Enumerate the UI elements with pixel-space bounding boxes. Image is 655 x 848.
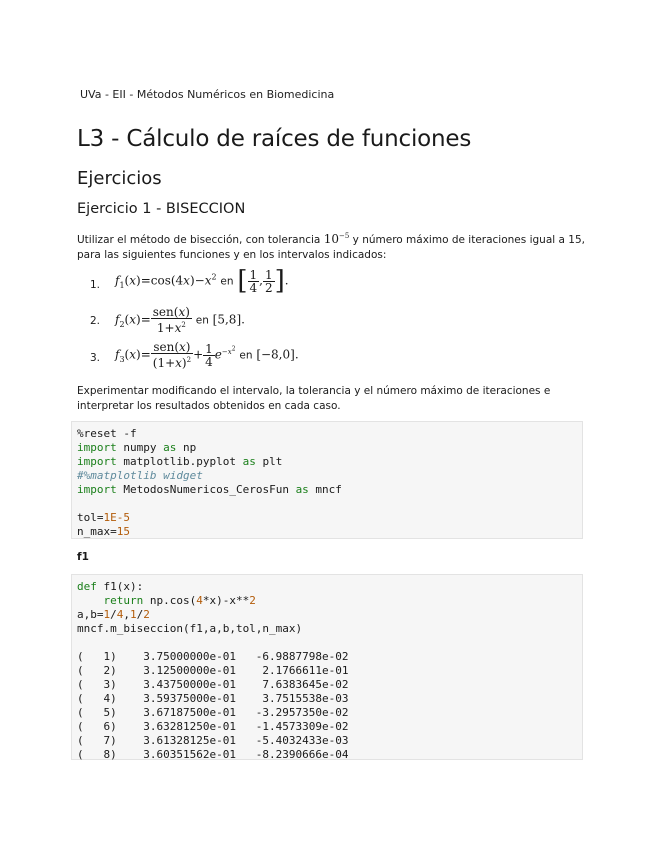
code-cell-f1[interactable] (71, 574, 583, 760)
output-line: ( 1) 3.75000000e-01 -6.9887798e-02 (77, 650, 349, 663)
output-line: ( 7) 3.61328125e-01 -5.4032433e-03 (77, 734, 349, 747)
tolerance-value: $10^{-5}$ (323, 232, 350, 246)
code-line (77, 497, 577, 511)
code-line: mncf.m_biseccion(f1,a,b,tol,n_max) (77, 622, 303, 635)
section-heading: Ejercicios (77, 168, 162, 189)
output-line: ( 2) 3.12500000e-01 2.1766611e-01 (77, 664, 349, 677)
intro-paragraph: Utilizar el método de bisección, con tolerancia $10^{-5}$ y número máximo de iteraciones igual a 15, para las siguientes funciones y en los intervalos indicados: (77, 232, 585, 261)
code-line: def f1(x): (77, 580, 144, 593)
code-line: return np.cos(4*x)-x**2 (103, 594, 256, 607)
code-cell-setup[interactable] (71, 421, 583, 539)
output-line: ( 3) 3.43750000e-01 7.6383645e-02 (77, 678, 349, 691)
output-line: ( 6) 3.63281250e-01 -1.4573309e-02 (77, 720, 349, 733)
notebook-page: UVa - EII - Métodos Numéricos en Biomedicina L3 - Cálculo de raíces de funciones Ejercicios Ejercicio 1 - BISECCION Utilizar el método de bisección, con tolerancia $10^{-5}$ y número máximo de iteraciones igual a 15, para las siguientes funciones y en los intervalos indicados: 1. $f_1(x)=\cos(4x)-x^2$ en [ $\frac{1}{4}$ , $\frac{1}{2}$ ]. 2. $f_2(x)=$ $\frac{\text{sen(x)}}{1+x^2}$ en [5,8]. 3. $f_3(x)=$ $\frac{\text{sen(x)}}{(1+x)^2}$ + $\frac{1}{4}$ $e^{-x^2}$ en [−8,0]. Experimentar modificando el intervalo, la tolerancia y el número máximo de iteraciones e interpretar los resultados obtenidos en cada caso. %reset -f import numpy as np import matplotlib.pyplot as plt #%matplotlib widget import MetodosNumericos_CerosFun as mncf tol=1E-5 n_max=15 f1 def f1(x): return np.cos(4*x)-x**2 a,b=1/4,1/2 mncf.m_biseccion(f1,a,b,tol,n_max) ( 1) 3.75000000e-01 -6.9887798e-02 ( 2) 3.12500000e-01 2.1766611e-01 ( 3) 3.43750000e-01 7.6383645e-02 ( 4) 3.59375000e-01 3.7515538e-03 ( 5) 3.67187500e-01 -3.2957350e-02 ( 6) 3.63281250e-01 -1.4573309e-02 ( 7) 3.61328125e-01 -5.4032433e-03 ( 8) 3.60351562e-01 -8.2390666e-04 (0, 0, 655, 848)
code-line: import MetodosNumericos_CerosFun as mncf (77, 483, 342, 496)
code-line: n_max=15 (77, 525, 130, 538)
exercise-heading: Ejercicio 1 - BISECCION (77, 201, 246, 217)
output-line: ( 4) 3.59375000e-01 3.7515538e-03 (77, 692, 349, 705)
formula-f3: $f_3(x)=$ $\frac{\text{sen(x)}}{(1+x)^2}$ + $\frac{1}{4}$ $e^{-x^2}$ en [−8,0]. (115, 340, 299, 370)
formula-f1: $f_1(x)=\cos(4x)-x^2$ en [ $\frac{1}{4}$ , $\frac{1}{2}$ ]. (115, 266, 289, 296)
code-line: import matplotlib.pyplot as plt (77, 455, 283, 468)
output-line: ( 8) 3.60351562e-01 -8.2390666e-04 (77, 748, 349, 761)
page-title: L3 - Cálculo de raíces de funciones (77, 126, 472, 152)
code-line: tol=1E-5 (77, 511, 130, 524)
code-line (77, 636, 577, 650)
output-line: ( 5) 3.67187500e-01 -3.2957350e-02 (77, 706, 349, 719)
code-line: import numpy as np (77, 441, 197, 454)
code-line: %reset -f (77, 427, 137, 440)
formula-f2: $f_2(x)=$ $\frac{\text{sen(x)}}{1+x^2}$ en [5,8]. (115, 305, 245, 335)
cell-label-f1: f1 (77, 551, 89, 563)
code-line: a,b=1/4,1/2 (77, 608, 150, 621)
conclusion-paragraph: Experimentar modificando el intervalo, la tolerancia y el número máximo de iteraciones e interpretar los resultados obtenidos en cada caso. (77, 385, 551, 412)
page-header: UVa - EII - Métodos Numéricos en Biomedicina (80, 88, 335, 101)
code-line: #%matplotlib widget (77, 469, 203, 482)
